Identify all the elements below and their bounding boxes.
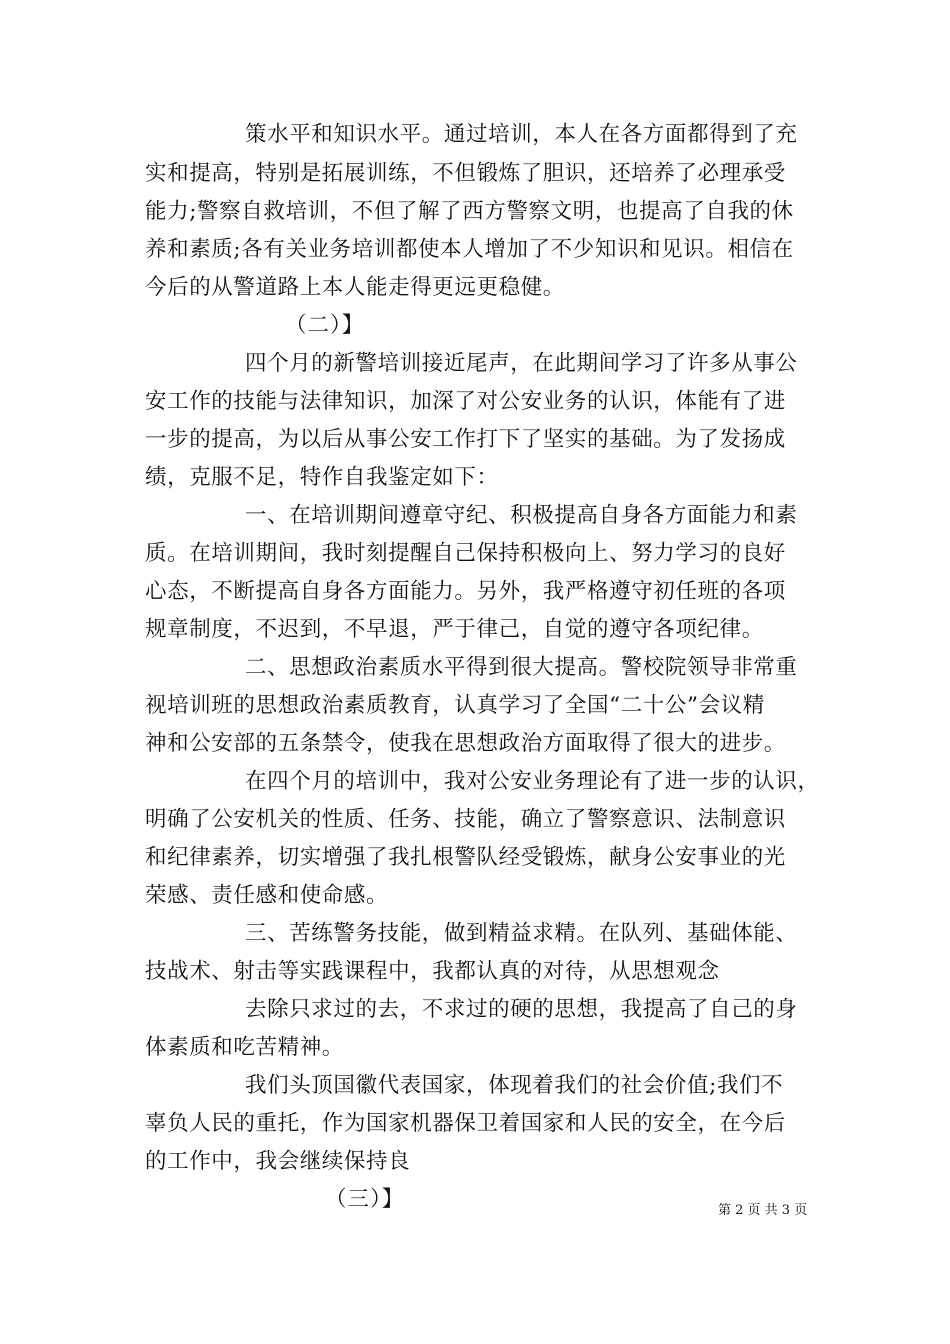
- body-line: 质。在培训期间，我时刻提醒自己保持积极向上、努力学习的良好: [145, 541, 786, 566]
- section-heading-three: （三）】: [325, 1187, 405, 1212]
- body-line: 二、思想政治素质水平得到很大提高。警校院领导非常重: [245, 655, 798, 680]
- body-line: 明确了公安机关的性质、任务、技能，确立了警察意识、法制意识: [145, 807, 786, 832]
- body-line: 荣感、责任感和使命感。: [145, 883, 389, 908]
- body-line: 策水平和知识水平。通过培训，本人在各方面都得到了充: [245, 122, 798, 147]
- body-line: 心态，不断提高自身各方面能力。另外，我严格遵守初任班的各项: [145, 579, 786, 604]
- body-line: 辜负人民的重托，作为国家机器保卫着国家和人民的安全，在今后: [145, 1111, 786, 1136]
- body-line: 我们头顶国徽代表国家，体现着我们的社会价值;我们不: [245, 1073, 784, 1098]
- body-line: 和纪律素养，切实增强了我扎根警队经受锻炼，献身公安事业的光: [145, 845, 786, 870]
- section-heading-two: （二）】: [285, 313, 365, 338]
- body-line: 实和提高，特别是拓展训练，不但锻炼了胆识，还培养了必理承受: [145, 161, 786, 186]
- body-line: 安工作的技能与法律知识，加深了对公安业务的认识，体能有了进: [145, 389, 786, 414]
- body-line: 养和素质;各有关业务培训都使本人增加了不少知识和见识。相信在: [145, 237, 794, 262]
- body-line: 体素质和吃苦精神。: [145, 1035, 344, 1060]
- body-line: 一步的提高，为以后从事公安工作打下了坚实的基础。为了发扬成: [145, 427, 786, 452]
- body-line: 今后的从警道路上本人能走得更远更稳健。: [145, 275, 565, 300]
- page-number-footer: 第 2 页 共 3 页: [718, 1203, 808, 1218]
- body-line: 一、在培训期间遵章守纪、积极提高自身各方面能力和素: [245, 503, 798, 528]
- body-line: 的工作中，我会继续保持良: [145, 1149, 411, 1174]
- body-line: 绩，克服不足，特作自我鉴定如下：: [145, 465, 499, 490]
- body-line: 神和公安部的五条禁令，使我在思想政治方面取得了很大的进步。: [145, 731, 786, 756]
- body-line: 视培训班的思想政治素质教育，认真学习了全国“二十公”会议精: [145, 693, 765, 718]
- body-line: 在四个月的培训中，我对公安业务理论有了进一步的认识，: [245, 769, 820, 794]
- body-line: 四个月的新警培训接近尾声，在此期间学习了许多从事公: [245, 351, 798, 376]
- body-line: 能力;警察自救培训，不但了解了西方警察文明，也提高了自我的休: [145, 199, 794, 224]
- body-line: 规章制度，不迟到，不早退，严于律己，自觉的遵守各项纪律。: [145, 617, 764, 642]
- body-line: 三、苦练警务技能，做到精益求精。在队列、基础体能、: [245, 921, 798, 946]
- body-line: 去除只求过的去，不求过的硬的思想，我提高了自己的身: [245, 997, 798, 1022]
- body-line: 技战术、射击等实践课程中，我都认真的对待，从思想观念: [145, 959, 720, 984]
